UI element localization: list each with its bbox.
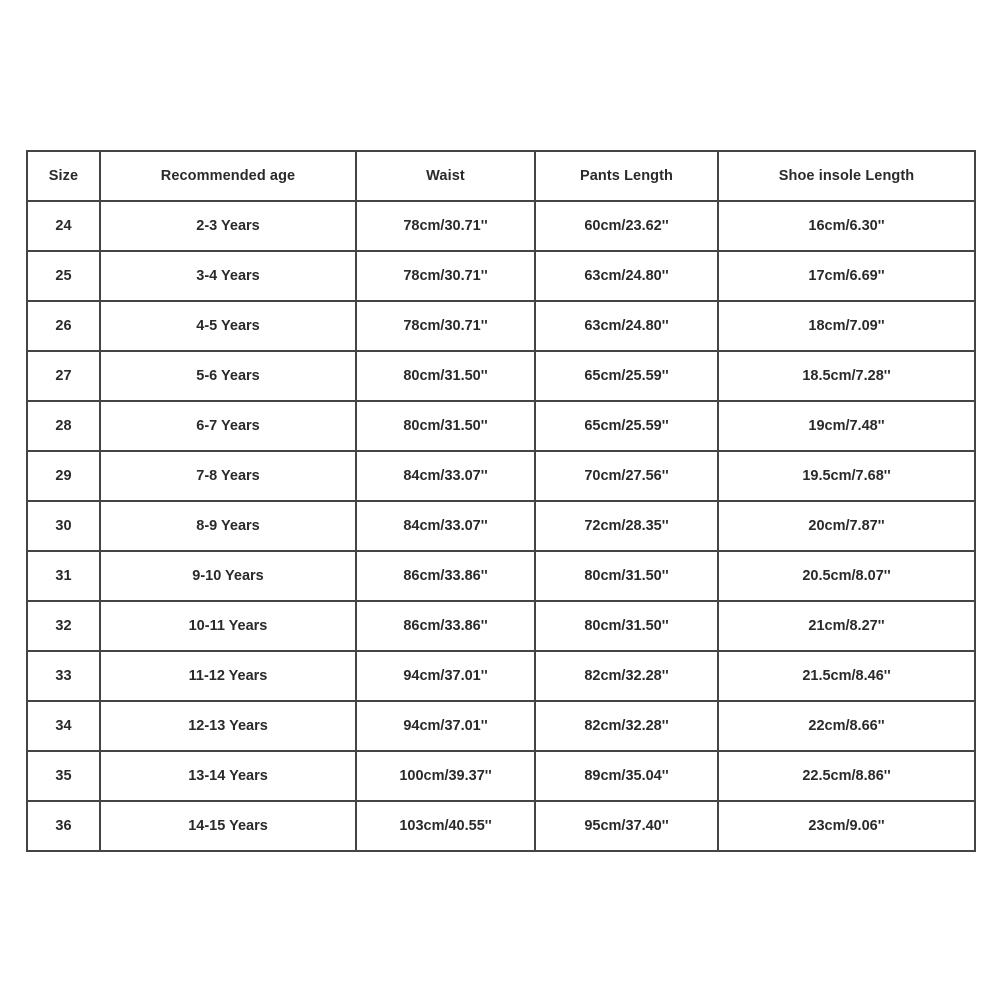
table-row bbox=[27, 701, 975, 751]
waist-cell: 100cm/39.37'' bbox=[356, 751, 535, 801]
size-cell: 28 bbox=[27, 401, 100, 451]
shoe-insole-length-cell: 22cm/8.66'' bbox=[718, 701, 975, 751]
size-chart-table bbox=[26, 150, 976, 852]
age-cell: 6-7 Years bbox=[100, 401, 356, 451]
waist-cell: 78cm/30.71'' bbox=[356, 201, 535, 251]
table-row bbox=[27, 351, 975, 401]
table-row bbox=[27, 551, 975, 601]
size-cell: 31 bbox=[27, 551, 100, 601]
size-cell: 26 bbox=[27, 301, 100, 351]
age-cell: 12-13 Years bbox=[100, 701, 356, 751]
shoe-insole-length-cell: 20cm/7.87'' bbox=[718, 501, 975, 551]
shoe-insole-length-cell: 20.5cm/8.07'' bbox=[718, 551, 975, 601]
pants-length-cell: 63cm/24.80'' bbox=[535, 251, 718, 301]
waist-cell: 84cm/33.07'' bbox=[356, 451, 535, 501]
shoe-insole-length-cell: 16cm/6.30'' bbox=[718, 201, 975, 251]
header-size: Size bbox=[27, 151, 100, 201]
shoe-insole-length-cell: 21cm/8.27'' bbox=[718, 601, 975, 651]
shoe-insole-length-cell: 18.5cm/7.28'' bbox=[718, 351, 975, 401]
size-cell: 34 bbox=[27, 701, 100, 751]
age-cell: 5-6 Years bbox=[100, 351, 356, 401]
pants-length-cell: 82cm/32.28'' bbox=[535, 701, 718, 751]
pants-length-cell: 95cm/37.40'' bbox=[535, 801, 718, 851]
shoe-insole-length-cell: 19.5cm/7.68'' bbox=[718, 451, 975, 501]
age-cell: 13-14 Years bbox=[100, 751, 356, 801]
pants-length-cell: 82cm/32.28'' bbox=[535, 651, 718, 701]
shoe-insole-length-cell: 17cm/6.69'' bbox=[718, 251, 975, 301]
waist-cell: 86cm/33.86'' bbox=[356, 551, 535, 601]
age-cell: 2-3 Years bbox=[100, 201, 356, 251]
waist-cell: 80cm/31.50'' bbox=[356, 401, 535, 451]
waist-cell: 84cm/33.07'' bbox=[356, 501, 535, 551]
size-cell: 27 bbox=[27, 351, 100, 401]
pants-length-cell: 70cm/27.56'' bbox=[535, 451, 718, 501]
size-cell: 35 bbox=[27, 751, 100, 801]
size-cell: 30 bbox=[27, 501, 100, 551]
age-cell: 3-4 Years bbox=[100, 251, 356, 301]
age-cell: 9-10 Years bbox=[100, 551, 356, 601]
shoe-insole-length-cell: 18cm/7.09'' bbox=[718, 301, 975, 351]
age-cell: 11-12 Years bbox=[100, 651, 356, 701]
pants-length-cell: 80cm/31.50'' bbox=[535, 551, 718, 601]
pants-length-cell: 60cm/23.62'' bbox=[535, 201, 718, 251]
table-row bbox=[27, 401, 975, 451]
table-row bbox=[27, 251, 975, 301]
pants-length-cell: 63cm/24.80'' bbox=[535, 301, 718, 351]
shoe-insole-length-cell: 19cm/7.48'' bbox=[718, 401, 975, 451]
header-recommended-age: Recommended age bbox=[100, 151, 356, 201]
pants-length-cell: 65cm/25.59'' bbox=[535, 351, 718, 401]
waist-cell: 103cm/40.55'' bbox=[356, 801, 535, 851]
table-row bbox=[27, 301, 975, 351]
header-waist: Waist bbox=[356, 151, 535, 201]
table-body bbox=[27, 201, 975, 851]
header-pants-length: Pants Length bbox=[535, 151, 718, 201]
table-row bbox=[27, 501, 975, 551]
header-shoe-insole-length: Shoe insole Length bbox=[718, 151, 975, 201]
waist-cell: 80cm/31.50'' bbox=[356, 351, 535, 401]
waist-cell: 78cm/30.71'' bbox=[356, 251, 535, 301]
waist-cell: 94cm/37.01'' bbox=[356, 701, 535, 751]
table-row bbox=[27, 201, 975, 251]
table-row bbox=[27, 651, 975, 701]
age-cell: 10-11 Years bbox=[100, 601, 356, 651]
size-cell: 33 bbox=[27, 651, 100, 701]
shoe-insole-length-cell: 23cm/9.06'' bbox=[718, 801, 975, 851]
header-row bbox=[27, 151, 975, 201]
size-cell: 29 bbox=[27, 451, 100, 501]
shoe-insole-length-cell: 22.5cm/8.86'' bbox=[718, 751, 975, 801]
waist-cell: 94cm/37.01'' bbox=[356, 651, 535, 701]
waist-cell: 78cm/30.71'' bbox=[356, 301, 535, 351]
size-cell: 24 bbox=[27, 201, 100, 251]
age-cell: 4-5 Years bbox=[100, 301, 356, 351]
age-cell: 14-15 Years bbox=[100, 801, 356, 851]
pants-length-cell: 89cm/35.04'' bbox=[535, 751, 718, 801]
size-cell: 36 bbox=[27, 801, 100, 851]
size-cell: 32 bbox=[27, 601, 100, 651]
pants-length-cell: 72cm/28.35'' bbox=[535, 501, 718, 551]
table-row bbox=[27, 801, 975, 851]
table-row bbox=[27, 751, 975, 801]
shoe-insole-length-cell: 21.5cm/8.46'' bbox=[718, 651, 975, 701]
pants-length-cell: 65cm/25.59'' bbox=[535, 401, 718, 451]
table-header bbox=[27, 151, 975, 201]
size-cell: 25 bbox=[27, 251, 100, 301]
age-cell: 7-8 Years bbox=[100, 451, 356, 501]
age-cell: 8-9 Years bbox=[100, 501, 356, 551]
table-row bbox=[27, 601, 975, 651]
waist-cell: 86cm/33.86'' bbox=[356, 601, 535, 651]
pants-length-cell: 80cm/31.50'' bbox=[535, 601, 718, 651]
table-row bbox=[27, 451, 975, 501]
